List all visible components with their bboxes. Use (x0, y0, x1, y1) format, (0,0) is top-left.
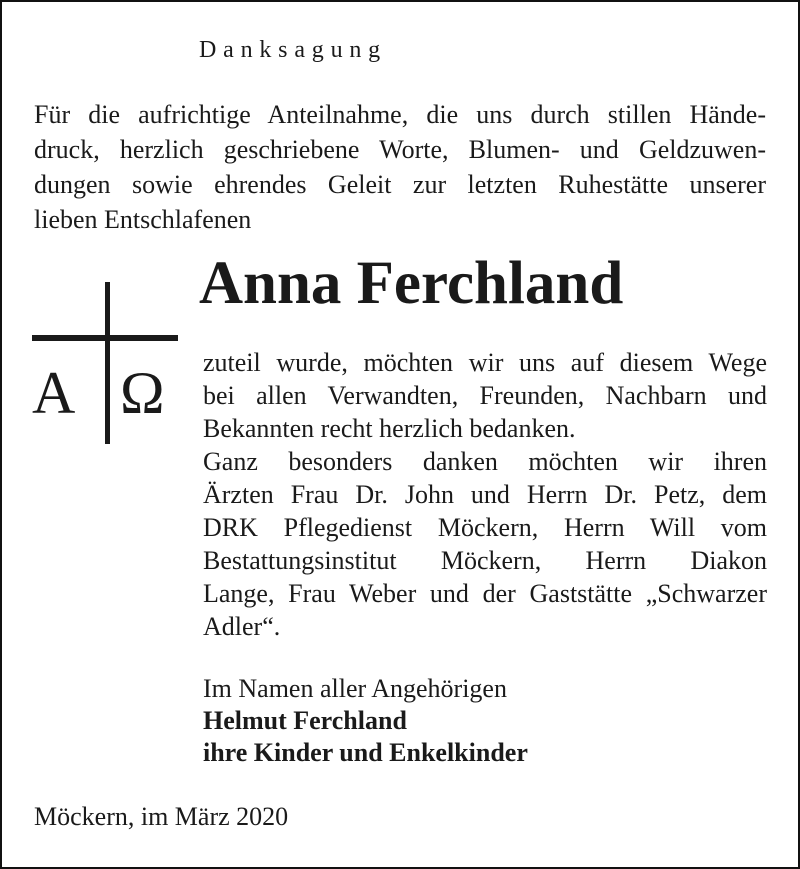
thanks-line: bei allen Verwandten, Freunden, Nachbarn und (203, 381, 767, 410)
thanks-line: Ärzten Frau Dr. John und Herrn Dr. Petz, dem (203, 480, 767, 509)
intro-line: lieben Entschlafenen (34, 205, 252, 234)
omega-glyph: Ω (120, 360, 165, 426)
intro-line: druck, herzlich geschriebene Worte, Blumen- und Geldzuwen- (34, 135, 766, 164)
thanks-line: DRK Pflegedienst Möckern, Herrn Will vom (203, 513, 767, 542)
signer-name: Helmut Ferchland (203, 706, 407, 735)
intro-line: Für die aufrichtige Anteilnahme, die uns durch stillen Hände- (34, 100, 766, 129)
alpha-omega-cross-icon (32, 282, 187, 444)
thanks-line: Adler“. (203, 612, 281, 641)
signature-block (203, 673, 528, 769)
deceased-name: Anna Ferchland (199, 250, 624, 317)
thanks-line: Bekannten recht herzlich bedanken. (203, 414, 576, 443)
signer-family: ihre Kinder und Enkelkinder (203, 738, 528, 767)
thanks-line: zuteil wurde, möchten wir uns auf diesem Wege (203, 348, 767, 377)
thanks-line: Lange, Frau Weber und der Gaststätte „Schwarzer (203, 579, 767, 608)
thanks-line: Bestattungsinstitut Möckern, Herrn Diakon (203, 546, 767, 575)
thanks-line: Ganz besonders danken möchten wir ihren (203, 447, 767, 476)
place-date: Möckern, im März 2020 (34, 802, 289, 831)
thanks-paragraph (203, 346, 767, 643)
alpha-glyph: A (32, 360, 76, 426)
signature-preface: Im Namen aller Angehörigen (203, 674, 507, 703)
notice-heading: Danksagung (199, 37, 387, 63)
intro-line: dungen sowie ehrendes Geleit zur letzten Ruhestätte unserer (34, 170, 766, 199)
intro-paragraph (34, 97, 766, 237)
